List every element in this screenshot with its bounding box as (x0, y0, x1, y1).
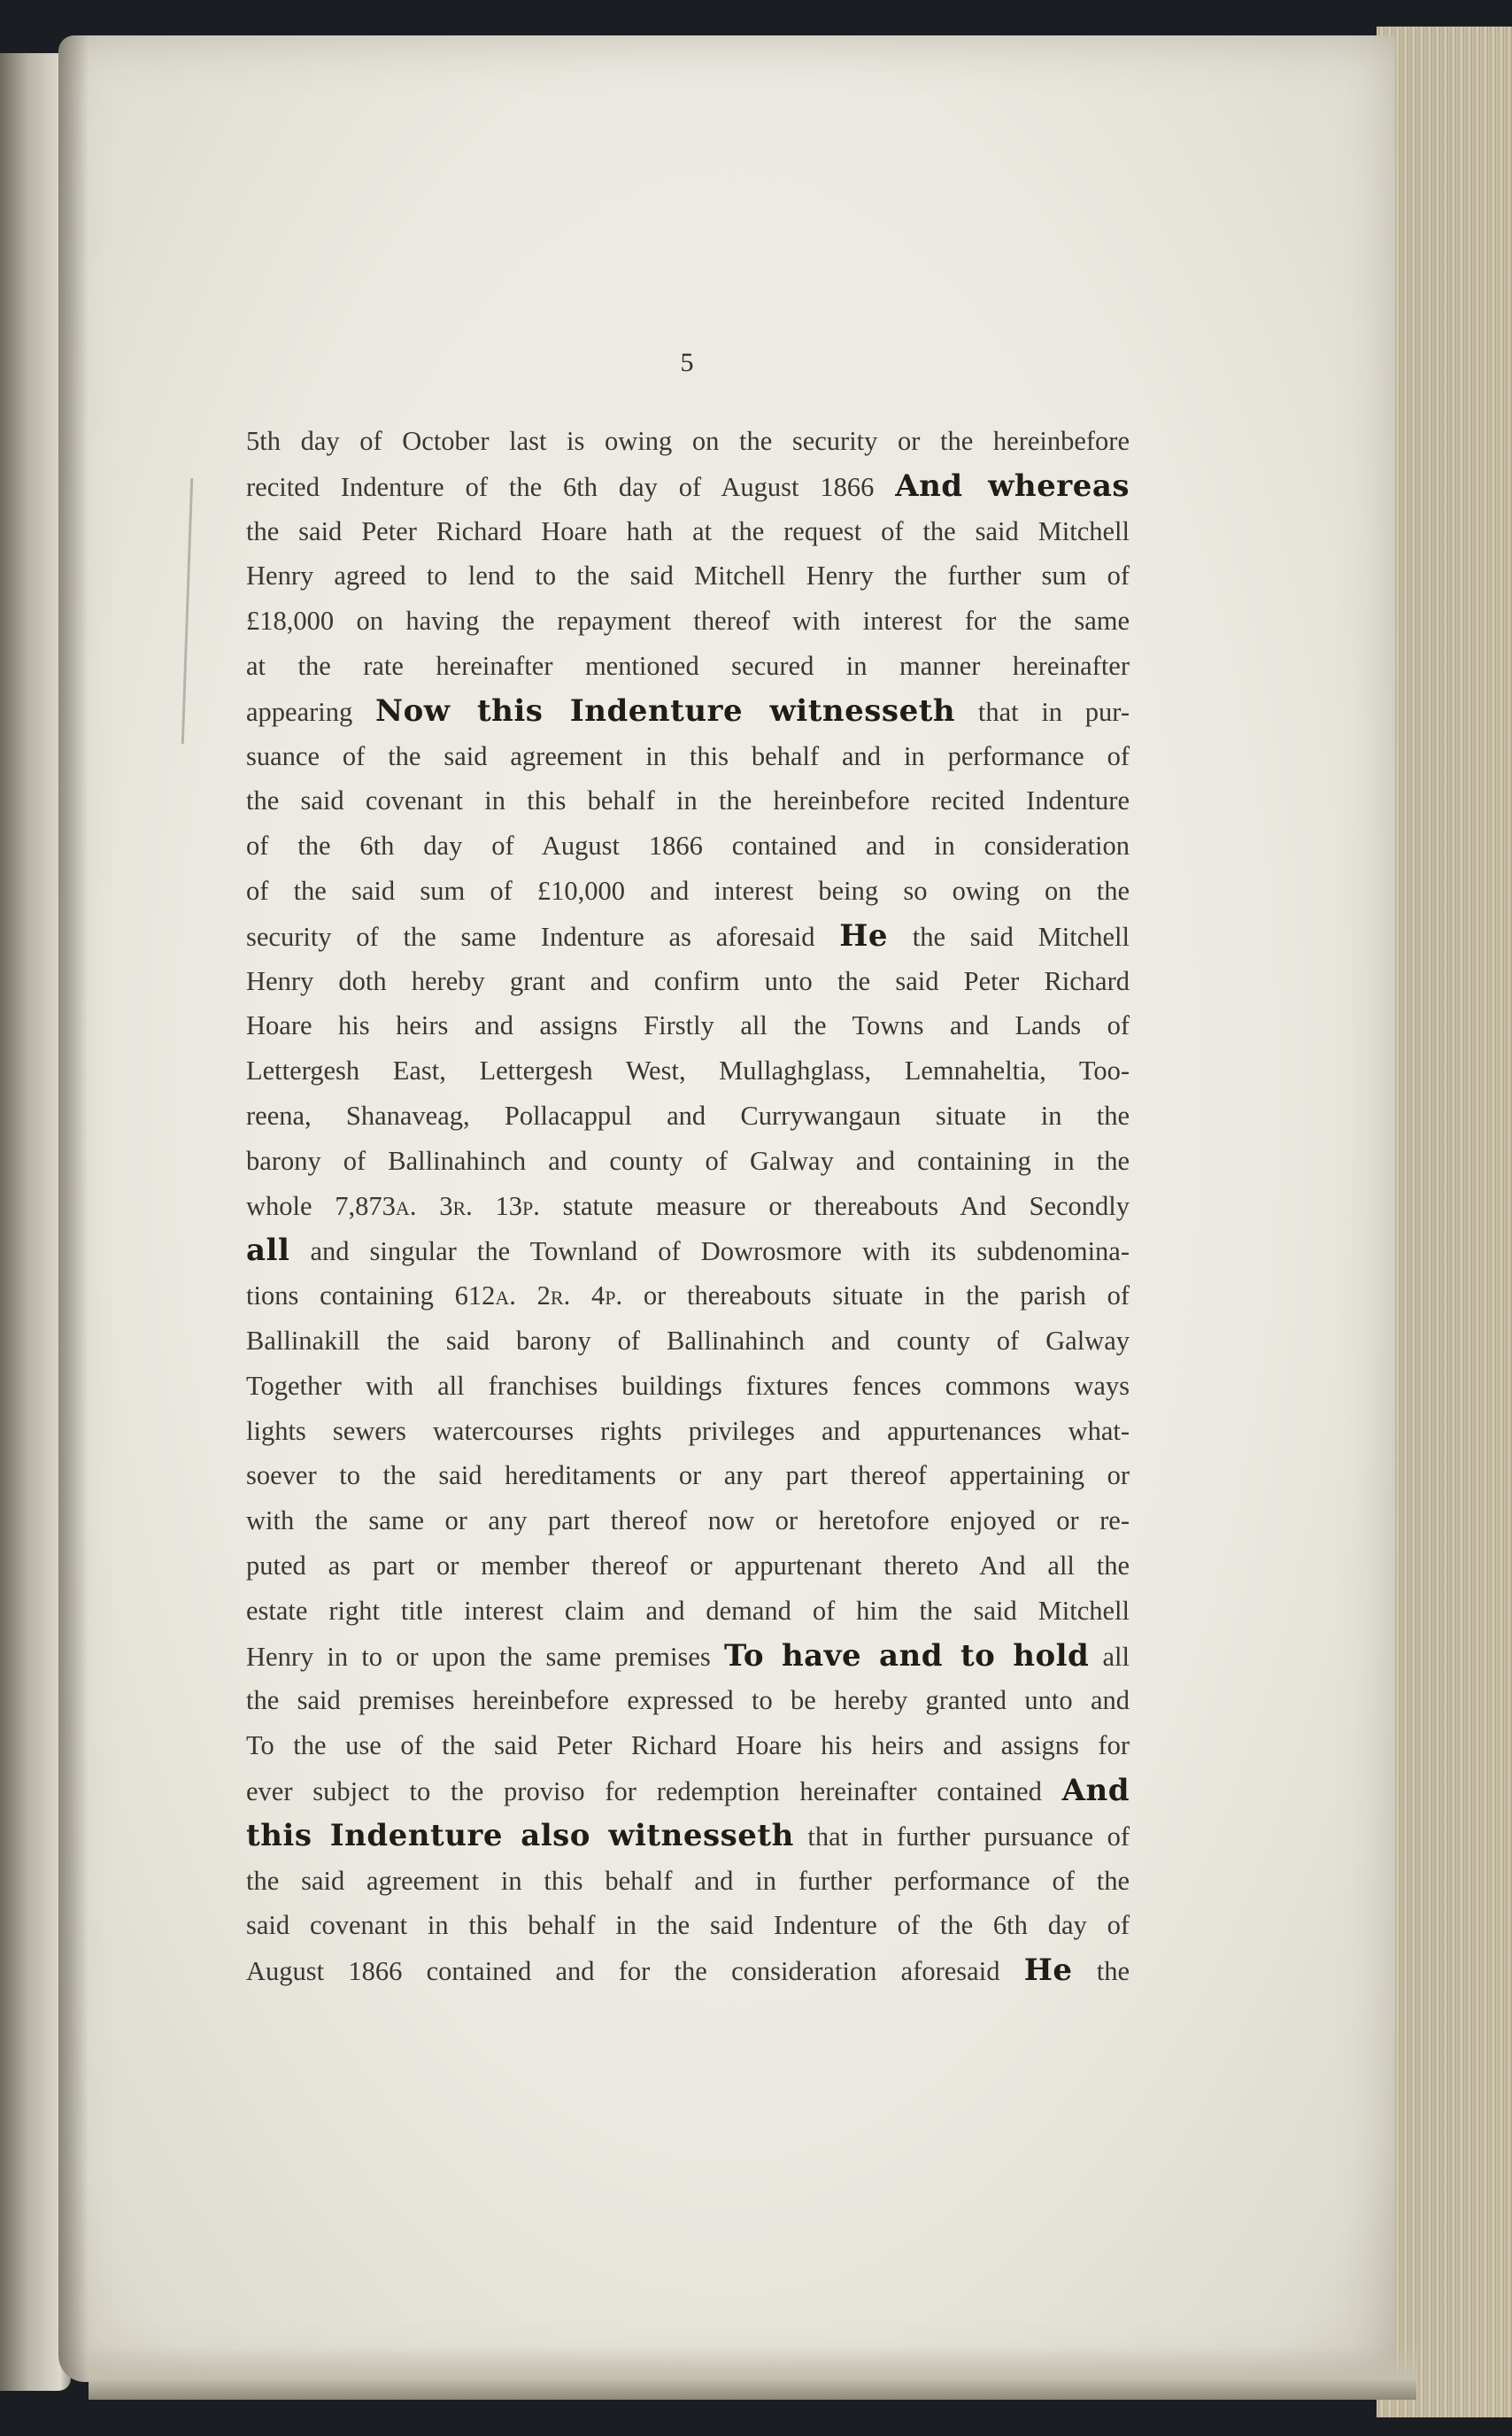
text-run: the said premises hereinbefore expressed to be hereby granted unto and (246, 1685, 1130, 1716)
text-run: the said agreement in this behalf and in further performance of the (246, 1865, 1130, 1896)
text-line (246, 599, 1130, 644)
text-line (246, 1678, 1130, 1723)
text-run: Henry in to or upon the same premises (246, 1641, 724, 1672)
text-run: Ballinakill the said barony of Ballinahinch and county of Galway (246, 1325, 1130, 1356)
page-number: 5 (680, 348, 694, 377)
text-run: 5th day of October last is owing on the security or the hereinbefore (246, 426, 1130, 456)
text-run: ever subject to the proviso for redemption hereinafter contained (246, 1775, 1062, 1806)
text-run: and singular the Townland of Dowrosmore with its subdenomina- (289, 1236, 1130, 1267)
text-run: appearing (246, 696, 375, 727)
text-run: . or thereabouts situate in the parish of (615, 1280, 1130, 1311)
text-run: all (1089, 1641, 1130, 1672)
text-line (246, 419, 1130, 464)
blackletter-phrase: He (1023, 1953, 1073, 1989)
text-run: barony of Ballinahinch and county of Galway and containing in the (246, 1145, 1130, 1176)
text-run: lights sewers watercourses rights privileges and appurtenances what- (246, 1415, 1130, 1446)
small-cap-unit: R (550, 1287, 564, 1310)
small-cap-unit: P (605, 1287, 616, 1310)
text-run: suance of the said agreement in this behalf and in performance of (246, 740, 1130, 771)
indenture-text (246, 419, 1130, 1993)
text-run: recited Indenture of the 6th day of August 1866 (246, 471, 896, 502)
text-run: Henry agreed to lend to the said Mitchell Henry the further sum of (246, 561, 1130, 592)
text-run: with the same or any part thereof now or heretofore enjoyed or re- (246, 1505, 1130, 1536)
small-cap-unit: A (395, 1196, 410, 1219)
text-line (246, 1859, 1130, 1904)
text-run: of the 6th day of August 1866 contained and in consideration (246, 831, 1130, 862)
text-run: at the rate hereinafter mentioned secured in manner hereinafter (246, 650, 1130, 681)
text-line (246, 1139, 1130, 1184)
text-line (246, 1723, 1130, 1768)
text-run: the said Mitchell (887, 921, 1130, 952)
blackletter-phrase: Now this Indenture witnesseth (374, 692, 956, 729)
text-line (246, 1184, 1130, 1229)
text-run: soever to the said hereditaments or any part thereof appertaining or (246, 1460, 1130, 1491)
text-run: whole 7,873 (246, 1190, 396, 1221)
text-line (246, 1319, 1130, 1364)
text-line (246, 1453, 1130, 1498)
text-line (246, 824, 1130, 869)
text-line (246, 1048, 1130, 1094)
text-line (246, 1768, 1130, 1813)
text-line (246, 1409, 1130, 1454)
blackletter-phrase: And whereas (895, 468, 1130, 504)
text-run: the (1072, 1956, 1130, 1987)
text-run: tions containing 612 (246, 1280, 496, 1311)
text-line (246, 553, 1130, 599)
page-bottom-edge (89, 2347, 1416, 2400)
text-line (246, 1903, 1130, 1948)
text-line (246, 644, 1130, 689)
text-line (246, 1273, 1130, 1319)
text-line (246, 464, 1130, 509)
text-run: August 1866 contained and for the consideration aforesaid (246, 1956, 1024, 1987)
small-cap-unit: P (522, 1196, 534, 1219)
text-run: Henry doth hereby grant and confirm unto the said Peter Richard (246, 965, 1130, 996)
text-line (246, 1543, 1130, 1589)
text-run: . 2 (509, 1280, 551, 1311)
text-line (246, 1634, 1130, 1679)
text-run: Together with all franchises buildings fixtures fences commons ways (246, 1370, 1130, 1401)
text-line (246, 734, 1130, 779)
text-run: . 3 (409, 1190, 453, 1221)
text-run: that in pur- (955, 696, 1130, 727)
text-line (246, 509, 1130, 554)
text-run: £18,000 on having the repayment thereof with interest for the same (246, 606, 1130, 637)
blackletter-phrase: To have and to hold (723, 1637, 1090, 1674)
text-line (246, 1364, 1130, 1409)
text-run: Lettergesh East, Lettergesh West, Mullaghglass, Lemnaheltia, Too- (246, 1056, 1130, 1087)
text-run: of the said sum of £10,000 and interest being so owing on the (246, 875, 1130, 906)
text-run: . 4 (563, 1280, 606, 1311)
page-stack-edge (1377, 27, 1512, 2417)
text-line (246, 869, 1130, 914)
small-cap-unit: A (495, 1287, 510, 1310)
text-run: the said covenant in this behalf in the hereinbefore recited Indenture (246, 785, 1130, 816)
gutter-shadow (58, 35, 89, 2382)
text-run: puted as part or member thereof or appurtenant thereto And all the (246, 1550, 1130, 1581)
text-run: security of the same Indenture as aforesaid (246, 921, 840, 952)
blackletter-phrase: And (1061, 1772, 1130, 1808)
text-run: To the use of the said Peter Richard Hoare his heirs and assigns for (246, 1730, 1130, 1761)
text-run: estate right title interest claim and demand of him the said Mitchell (246, 1595, 1130, 1626)
text-line (246, 1003, 1130, 1048)
blackletter-phrase: this Indenture also witnesseth (246, 1817, 794, 1853)
text-line (246, 1948, 1130, 1993)
text-run: . statute measure or thereabouts And Secondly (533, 1190, 1130, 1221)
small-cap-unit: R (452, 1196, 467, 1219)
blackletter-phrase: all (246, 1233, 290, 1269)
text-run: that in further pursuance of (793, 1821, 1130, 1852)
text-line (246, 959, 1130, 1004)
text-line (246, 914, 1130, 959)
text-run: the said Peter Richard Hoare hath at the request of the said Mitchell (246, 515, 1130, 546)
text-line (246, 1498, 1130, 1543)
text-run: . 13 (466, 1190, 523, 1221)
text-line (246, 1228, 1130, 1273)
text-line (246, 778, 1130, 824)
text-line (246, 1094, 1130, 1139)
text-run: reena, Shanaveag, Pollacappul and Currywangaun situate in the (246, 1100, 1130, 1131)
text-line (246, 689, 1130, 734)
text-line (246, 1813, 1130, 1859)
text-run: said covenant in this behalf in the said Indenture of the 6th day of (246, 1910, 1130, 1941)
blackletter-phrase: He (839, 917, 888, 954)
text-run: Hoare his heirs and assigns Firstly all the Towns and Lands of (246, 1010, 1130, 1041)
text-line (246, 1589, 1130, 1634)
